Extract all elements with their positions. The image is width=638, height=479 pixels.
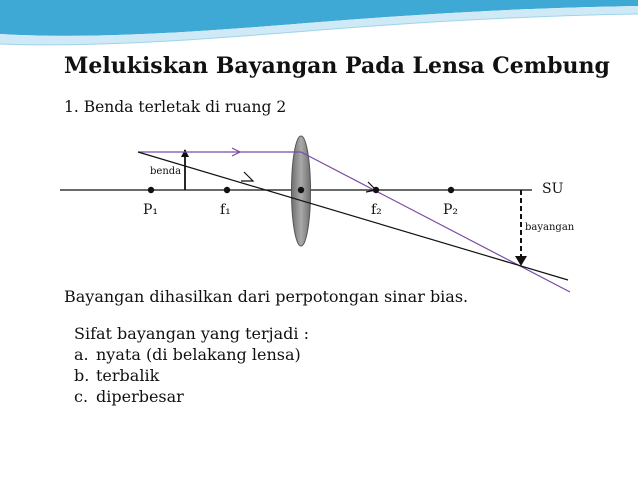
- label-p1: P₁: [143, 202, 159, 218]
- conclusion-text: Bayangan dihasilkan dari perpotongan sinar bias.: [64, 287, 469, 306]
- list-text: terbalik: [96, 366, 160, 385]
- list-text: diperbesar: [96, 387, 184, 406]
- label-bayangan: bayangan: [525, 222, 575, 233]
- list-item: [74, 386, 309, 407]
- image-properties: [74, 323, 309, 407]
- ray-center-arrow: [241, 172, 253, 181]
- point-optical-center: [298, 187, 304, 193]
- properties-list: [74, 344, 309, 407]
- label-f2: f₂: [371, 202, 382, 218]
- point-p2: [448, 187, 454, 193]
- list-text: nyata (di belakang lensa): [96, 345, 301, 364]
- properties-heading: Sifat bayangan yang terjadi :: [74, 324, 309, 343]
- label-benda: benda: [150, 166, 182, 177]
- list-item: [74, 344, 309, 365]
- slide-title: Melukiskan Bayangan Pada Lensa Cembung: [64, 53, 610, 79]
- label-p2: P₂: [443, 202, 459, 218]
- label-su: SU: [542, 181, 564, 197]
- list-marker: a.: [74, 345, 89, 364]
- ray-through-center: [138, 152, 568, 280]
- point-p1: [148, 187, 154, 193]
- label-f1: f₁: [220, 202, 231, 218]
- list-marker: c.: [74, 387, 89, 406]
- point-f2: [373, 187, 379, 193]
- list-marker: b.: [74, 366, 90, 385]
- slide-subtitle: 1. Benda terletak di ruang 2: [64, 98, 287, 116]
- list-item: [74, 365, 309, 386]
- point-f1: [224, 187, 230, 193]
